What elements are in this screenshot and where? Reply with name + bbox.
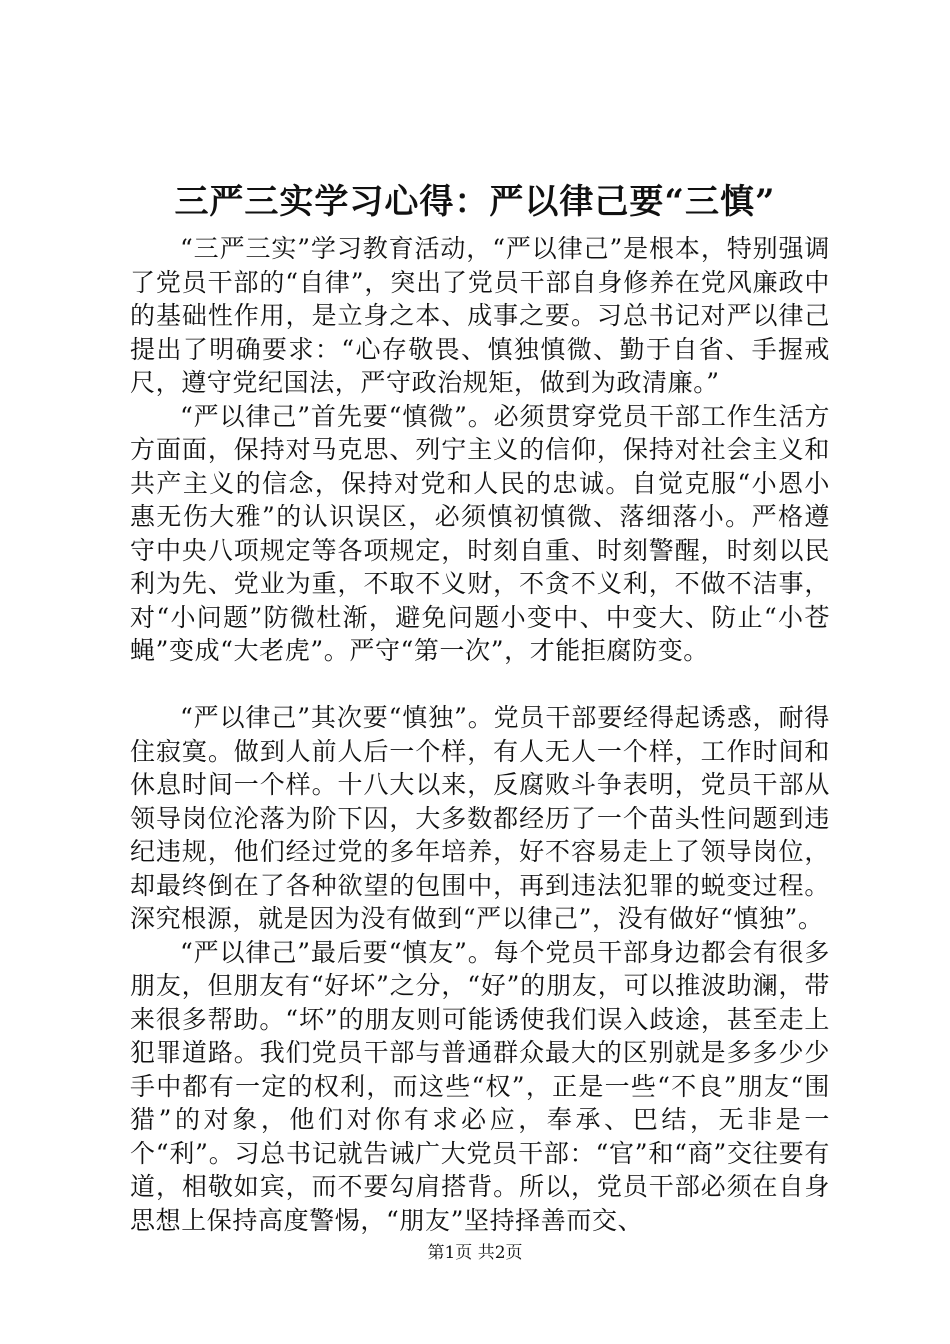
paragraph-intro: “三严三实”学习教育活动，“严以律己”是根本，特别强调了党员干部的“自律”，突出了党员干部自身修养在党风廉政中的基础性作用，是立身之本、成事之要。习总书记对严以律己提出了明确要求：“心存敬畏、慎独慎微、勤于自省、手握戒尺，遵守党纪国法，严守政治规矩，做到为政清廉。” — [130, 234, 830, 397]
paragraph-shendu: “严以律己”其次要“慎独”。党员干部要经得起诱惑，耐得住寂寞。做到人前人后一个样，有人无人一个样，工作时间和休息时间一个样。十八大以来，反腐败斗争表明，党员干部从领导岗位沦落为阶下囚，大多数都经历了一个苗头性问题到违纪违规，他们经过党的多年培养，好不容易走上了领导岗位，却最终倒在了各种欲望的包围中，再到违法犯罪的蜕变过程。深究根源，就是因为没有做到“严以律己”，没有做好“慎独”。 — [130, 703, 830, 933]
paragraph-shenwei: “严以律己”首先要“慎微”。必须贯穿党员干部工作生活方方面面，保持对马克思、列宁主义的信仰，保持对社会主义和共产主义的信念，保持对党和人民的忠诚。自觉克服“小恩小惠无伤大雅”的认识误区，必须慎初慎微、落细落小。严格遵守中央八项规定等各项规定，时刻自重、时刻警醒，时刻以民利为先、党业为重，不取不义财，不贪不义利，不做不洁事，对“小问题”防微杜渐，避免问题小变中、中变大、防止“小苍蝇”变成“大老虎”。严守“第一次”，才能拒腐防变。 — [130, 401, 830, 665]
document-body — [130, 232, 830, 1237]
page-number-footer: 第1页 共2页 — [427, 1243, 523, 1263]
paragraph-shenyou: “严以律己”最后要“慎友”。每个党员干部身边都会有很多朋友，但朋友有“好坏”之分，“好”的朋友，可以推波助澜，带来很多帮助。“坏”的朋友则可能诱使我们误入歧途，甚至走上犯罪道路。我们党员干部与普通群众最大的区别就是多多少少手中都有一定的权利，而这些“权”，正是一些“不良”朋友“围猎”的对象，他们对你有求必应，奉承、巴结，无非是一个“利”。习总书记就告诫广大党员干部：“官”和“商”交往要有道，相敬如宾，而不要勾肩搭背。所以，党员干部必须在自身思想上保持高度警惕，“朋友”坚持择善而交、 — [130, 937, 830, 1235]
paragraph-spacer — [130, 668, 830, 702]
document-title: 三严三实学习心得：严以律己要“三慎” — [174, 182, 776, 222]
